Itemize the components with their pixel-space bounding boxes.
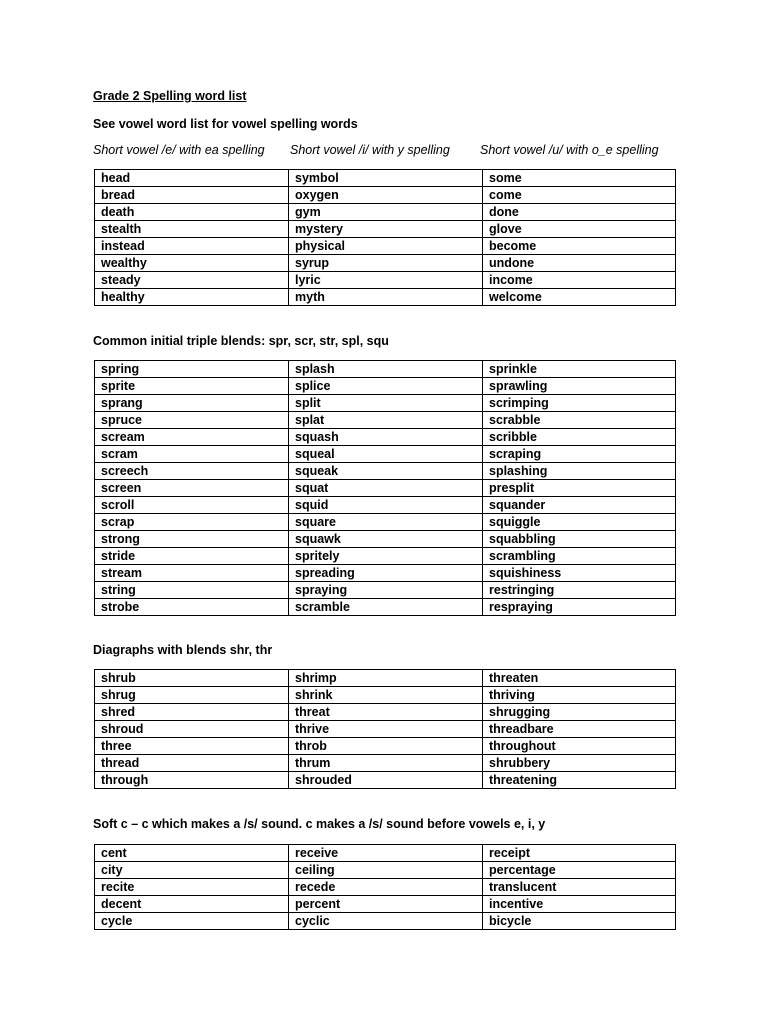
word-cell: splice	[289, 378, 483, 395]
table-row	[95, 446, 676, 463]
word-cell: string	[95, 582, 289, 599]
table-row	[95, 361, 676, 378]
word-cell: healthy	[95, 289, 289, 306]
word-cell: scrimping	[483, 395, 676, 412]
word-cell: mystery	[289, 221, 483, 238]
table-row	[95, 896, 676, 913]
word-cell: scraping	[483, 446, 676, 463]
word-cell: spreading	[289, 565, 483, 582]
word-cell: strobe	[95, 599, 289, 616]
word-cell: thrum	[289, 755, 483, 772]
word-cell: strong	[95, 531, 289, 548]
word-cell: symbol	[289, 170, 483, 187]
table-row	[95, 845, 676, 862]
word-cell: percent	[289, 896, 483, 913]
word-cell: scroll	[95, 497, 289, 514]
word-cell: presplit	[483, 480, 676, 497]
word-cell: translucent	[483, 879, 676, 896]
word-cell: spring	[95, 361, 289, 378]
table-row	[95, 913, 676, 930]
word-cell: splash	[289, 361, 483, 378]
table-row	[95, 582, 676, 599]
word-cell: square	[289, 514, 483, 531]
word-cell: become	[483, 238, 676, 255]
table-row	[95, 548, 676, 565]
table-row	[95, 221, 676, 238]
word-cell: sprite	[95, 378, 289, 395]
word-cell: shrub	[95, 670, 289, 687]
table-row	[95, 412, 676, 429]
column-heading-short-i: Short vowel /i/ with y spelling	[290, 143, 450, 157]
word-cell: undone	[483, 255, 676, 272]
table-row	[95, 862, 676, 879]
word-cell: percentage	[483, 862, 676, 879]
word-cell: screen	[95, 480, 289, 497]
table-row	[95, 670, 676, 687]
table-row	[95, 879, 676, 896]
page-title: Grade 2 Spelling word list	[93, 89, 247, 103]
word-cell: oxygen	[289, 187, 483, 204]
section-heading-soft-c: Soft c – c which makes a /s/ sound. c makes a /s/ sound before vowels e, i, y	[93, 817, 546, 831]
table-row	[95, 704, 676, 721]
word-cell: threat	[289, 704, 483, 721]
table-row	[95, 289, 676, 306]
word-cell: splat	[289, 412, 483, 429]
table-row	[95, 395, 676, 412]
word-table-digraph-blends	[94, 669, 676, 789]
word-cell: squishiness	[483, 565, 676, 582]
word-cell: scrambling	[483, 548, 676, 565]
word-cell: threatening	[483, 772, 676, 789]
word-cell: throb	[289, 738, 483, 755]
word-cell: shrubbery	[483, 755, 676, 772]
word-cell: squid	[289, 497, 483, 514]
word-cell: shrimp	[289, 670, 483, 687]
column-headings	[93, 142, 693, 158]
word-cell: wealthy	[95, 255, 289, 272]
word-cell: bicycle	[483, 913, 676, 930]
word-cell: instead	[95, 238, 289, 255]
word-cell: squander	[483, 497, 676, 514]
word-cell: stream	[95, 565, 289, 582]
word-cell: come	[483, 187, 676, 204]
word-cell: scream	[95, 429, 289, 446]
table-row	[95, 378, 676, 395]
word-cell: shrug	[95, 687, 289, 704]
table-row	[95, 429, 676, 446]
word-cell: glove	[483, 221, 676, 238]
table-row	[95, 755, 676, 772]
word-cell: shrink	[289, 687, 483, 704]
word-cell: shred	[95, 704, 289, 721]
word-cell: squat	[289, 480, 483, 497]
word-cell: thrive	[289, 721, 483, 738]
table-row	[95, 738, 676, 755]
word-cell: incentive	[483, 896, 676, 913]
word-cell: respraying	[483, 599, 676, 616]
word-cell: squawk	[289, 531, 483, 548]
word-cell: split	[289, 395, 483, 412]
word-cell: spraying	[289, 582, 483, 599]
word-cell: recede	[289, 879, 483, 896]
word-cell: spruce	[95, 412, 289, 429]
word-cell: bread	[95, 187, 289, 204]
word-cell: thriving	[483, 687, 676, 704]
word-cell: through	[95, 772, 289, 789]
table-row	[95, 687, 676, 704]
table-row	[95, 772, 676, 789]
table-row	[95, 531, 676, 548]
word-cell: stride	[95, 548, 289, 565]
table-row	[95, 599, 676, 616]
word-cell: sprinkle	[483, 361, 676, 378]
word-cell: physical	[289, 238, 483, 255]
word-cell: lyric	[289, 272, 483, 289]
table-row	[95, 463, 676, 480]
word-cell: splashing	[483, 463, 676, 480]
word-cell: scribble	[483, 429, 676, 446]
word-cell: threaten	[483, 670, 676, 687]
column-heading-short-u: Short vowel /u/ with o_e spelling	[480, 143, 659, 157]
word-cell: shroud	[95, 721, 289, 738]
table-row	[95, 497, 676, 514]
word-cell: three	[95, 738, 289, 755]
table-row	[95, 565, 676, 582]
word-cell: syrup	[289, 255, 483, 272]
table-row	[95, 514, 676, 531]
table-row	[95, 204, 676, 221]
word-cell: squeak	[289, 463, 483, 480]
word-cell: death	[95, 204, 289, 221]
word-cell: some	[483, 170, 676, 187]
word-cell: recite	[95, 879, 289, 896]
column-heading-short-e: Short vowel /e/ with ea spelling	[93, 143, 265, 157]
word-cell: restringing	[483, 582, 676, 599]
word-cell: sprang	[95, 395, 289, 412]
word-cell: welcome	[483, 289, 676, 306]
word-cell: decent	[95, 896, 289, 913]
table-row	[95, 187, 676, 204]
word-table-soft-c	[94, 844, 676, 930]
word-cell: throughout	[483, 738, 676, 755]
word-cell: scramble	[289, 599, 483, 616]
table-row	[95, 255, 676, 272]
word-cell: cent	[95, 845, 289, 862]
word-cell: squeal	[289, 446, 483, 463]
table-row	[95, 170, 676, 187]
word-cell: done	[483, 204, 676, 221]
word-cell: scram	[95, 446, 289, 463]
word-cell: scrap	[95, 514, 289, 531]
word-table-vowels	[94, 169, 676, 306]
word-cell: stealth	[95, 221, 289, 238]
section-heading-triple-blends: Common initial triple blends: spr, scr, str, spl, squ	[93, 334, 389, 348]
word-cell: cyclic	[289, 913, 483, 930]
word-cell: scrabble	[483, 412, 676, 429]
table-row	[95, 480, 676, 497]
word-cell: sprawling	[483, 378, 676, 395]
table-row	[95, 272, 676, 289]
table-row	[95, 721, 676, 738]
section-heading-digraph-blends: Diagraphs with blends shr, thr	[93, 643, 273, 657]
word-cell: squash	[289, 429, 483, 446]
word-cell: receipt	[483, 845, 676, 862]
table-row	[95, 238, 676, 255]
word-cell: shrouded	[289, 772, 483, 789]
word-cell: receive	[289, 845, 483, 862]
word-cell: threadbare	[483, 721, 676, 738]
word-cell: income	[483, 272, 676, 289]
word-cell: squabbling	[483, 531, 676, 548]
page-subtitle: See vowel word list for vowel spelling words	[93, 117, 358, 131]
word-cell: head	[95, 170, 289, 187]
word-cell: steady	[95, 272, 289, 289]
word-cell: myth	[289, 289, 483, 306]
word-cell: screech	[95, 463, 289, 480]
word-table-triple-blends	[94, 360, 676, 616]
word-cell: cycle	[95, 913, 289, 930]
word-cell: thread	[95, 755, 289, 772]
word-cell: ceiling	[289, 862, 483, 879]
word-cell: city	[95, 862, 289, 879]
word-cell: gym	[289, 204, 483, 221]
word-cell: shrugging	[483, 704, 676, 721]
word-cell: spritely	[289, 548, 483, 565]
word-cell: squiggle	[483, 514, 676, 531]
